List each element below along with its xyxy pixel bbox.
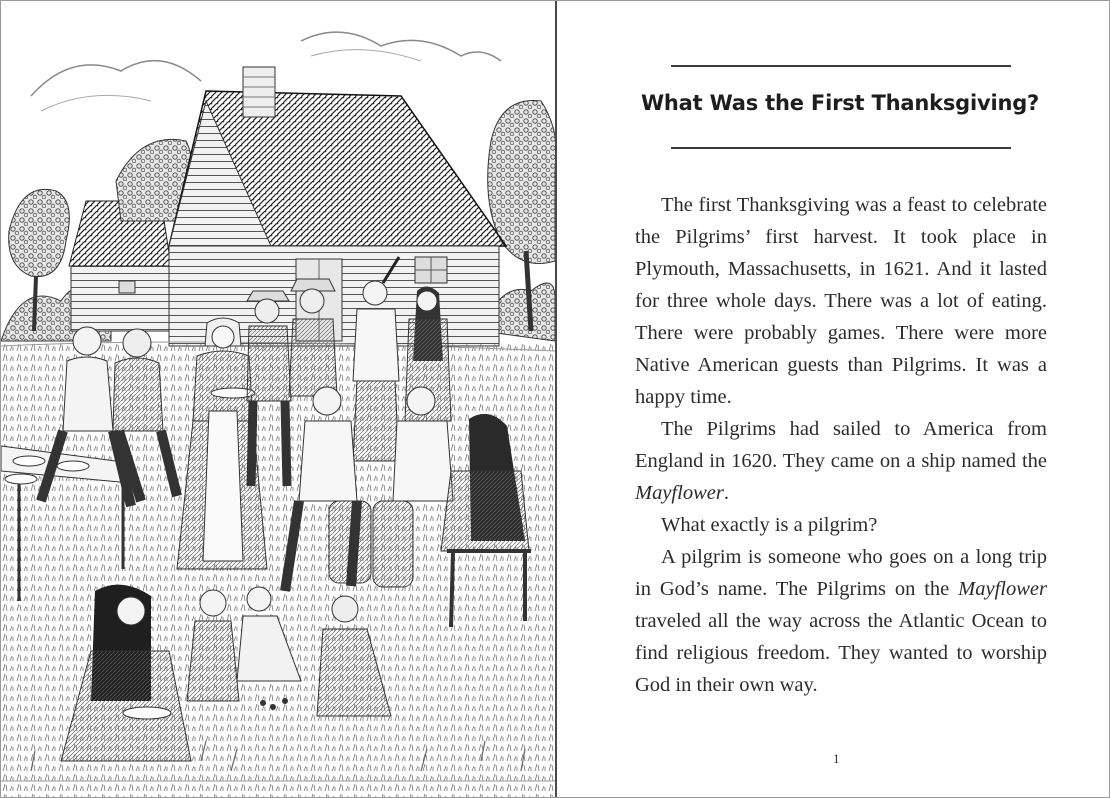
paragraph-text: traveled all the way across the Atlantic Ocean to find religious freedom. They wanted to worship God in their own way. (635, 610, 1047, 696)
title-rule-top (671, 65, 1011, 67)
paragraph-text: . (723, 482, 729, 504)
chapter-title: What Was the First Thanksgiving? (640, 91, 1040, 115)
paragraph (635, 413, 1047, 509)
ship-name: Mayflower (958, 578, 1047, 600)
paragraph-text: The first Thanksgiving was a feast to celebrate the Pilgrims’ first harvest. It took place in Plymouth, Massachusetts, in 1621. And it lasted for three whole days. There was a lot of eating. There were probably games. There were more Native American guests than Pilgrims. It was a happy time. (635, 194, 1047, 408)
paragraph (635, 509, 1047, 541)
chapter-body (635, 189, 1047, 701)
paragraph (635, 189, 1047, 413)
paragraph-text: The Pilgrims had sailed to America from England in 1620. They came on a ship named the (635, 418, 1047, 472)
paragraph (635, 541, 1047, 701)
page-number: 1 (833, 751, 840, 766)
illustration-page (1, 1, 555, 797)
text-page (557, 1, 1109, 797)
ship-name: Mayflower (635, 482, 724, 504)
thanksgiving-feast-illustration (1, 1, 555, 797)
paragraph-text: What exactly is a pilgrim? (661, 514, 878, 536)
title-rule-bottom (671, 147, 1011, 149)
paragraph-text: A pilgrim is someone who goes on a long trip in God’s name. The Pilgrims on the (635, 546, 1047, 600)
